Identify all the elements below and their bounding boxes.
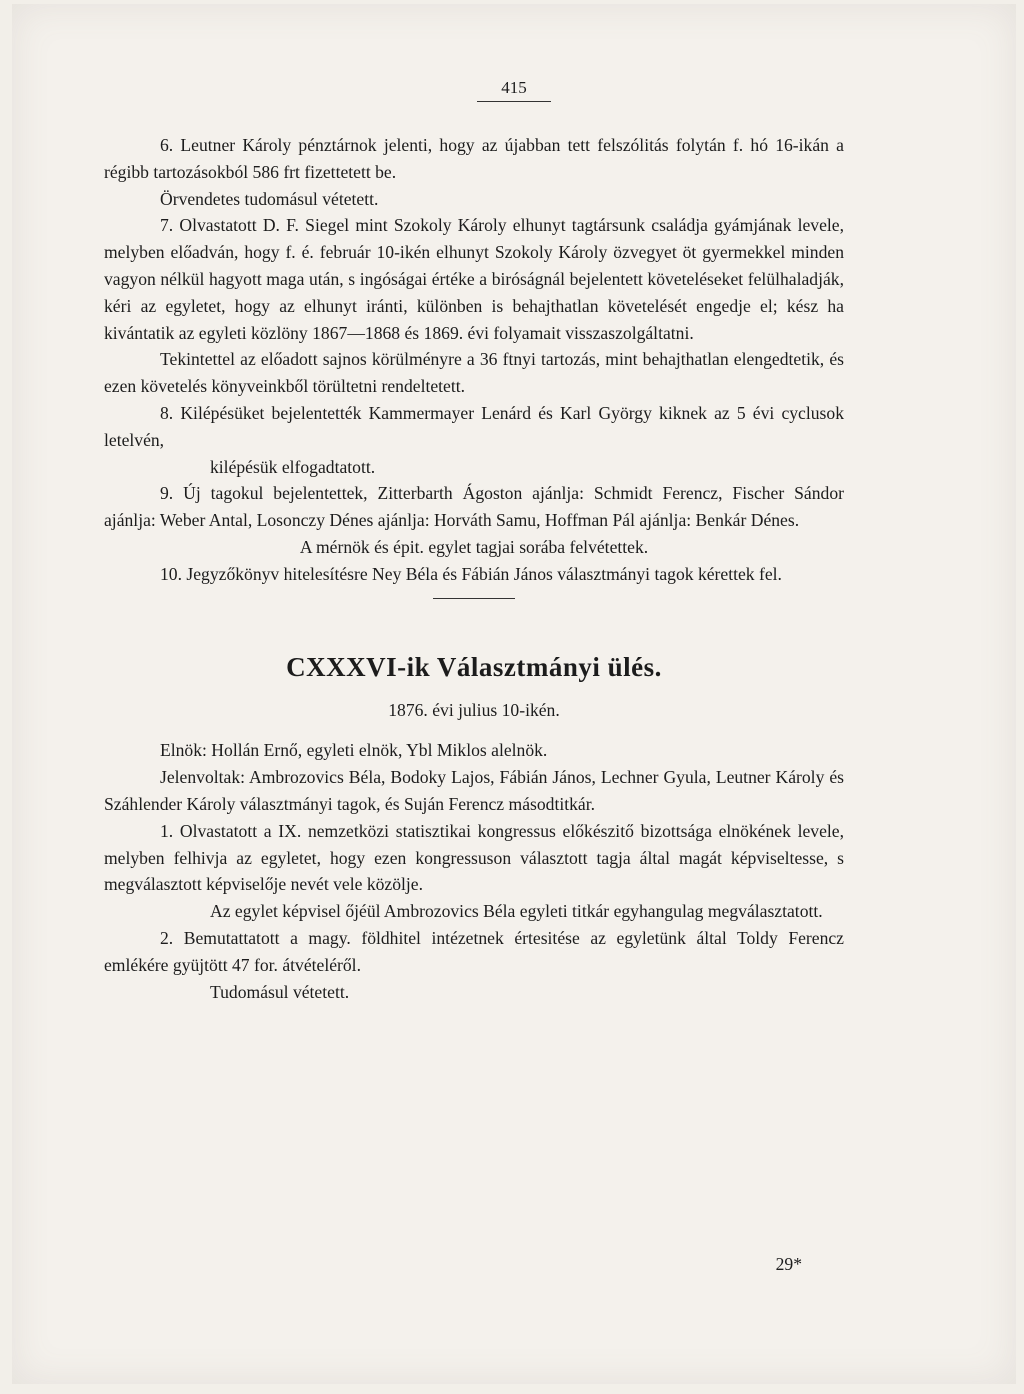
document-page	[12, 4, 1016, 1384]
paragraph-item-7: 7. Olvastatott D. F. Siegel mint Szokoly Károly elhunyt tagtársunk családja gyámjának levele, melyben előadván, hogy f. é. február 10-ikén elhunyt Szokoly Károly özvegyet öt gyermekkel minden vagyon nélkül hagyott maga után, s ingóságai értéke a biróságnál bejelentett követeléseket felülhaladják, kéri az egyletet, hogy az elhunyt iránti, különben is behajthatlan követelését engedje el; kész ha kivántatik az egyleti közlöny 1867—1868 és 1869. évi folyamait visszaszolgáltatni.	[104, 215, 844, 343]
paragraph-item-6-resolution: Örvendetes tudomásul vétetett.	[160, 188, 379, 209]
attendees-paragraph: Jelenvoltak: Ambrozovics Béla, Bodoky Lajos, Fábián János, Lechner Gyula, Leutner Károly és Száhlender Károly választmányi tagok, és Suján Ferencz másodtitkár.	[104, 767, 844, 814]
section-title: CXXXVI-ik Választmányi ülés.	[286, 651, 662, 682]
section-divider	[433, 598, 515, 599]
paragraph-item-1-resolution: Az egylet képvisel őjéül Ambrozovics Béla egyleti titkár egyhangulag megválasztatott.	[210, 901, 823, 922]
paragraph-item-6: 6. Leutner Károly pénztárnok jelenti, hogy az újabban tett felszólitás folytán f. hó 16-ikán a régibb tartozásokból 586 frt fizettetett be.	[104, 135, 844, 182]
signature-mark: 29*	[775, 1254, 802, 1274]
paragraph-item-1: 1. Olvastatott a IX. nemzetközi statisztikai kongressus előkészitő bizottsága elnökének levele, melyben felhivja az egyletet, hogy ezen kongressuson választott tagja által magát képviseltesse, s megválasztott képviselője nevét vele közölje.	[104, 820, 844, 895]
chairman-line: Elnök: Hollán Ernő, egyleti elnök, Ybl Miklos alelnök.	[160, 740, 548, 761]
paragraph-item-9-resolution: A mérnök és épit. egylet tagjai sorába felvétettek.	[299, 536, 649, 557]
section-date: 1876. évi julius 10-ikén.	[388, 699, 560, 720]
paragraph-item-9: 9. Új tagokul bejelentettek, Zitterbarth Ágoston ajánlja: Schmidt Ferencz, Fischer Sándor ajánlja: Weber Antal, Losonczy Dénes ajánlja: Horváth Samu, Hoffman Pál ajánlja: Benkár Dénes.	[104, 483, 844, 531]
paragraph-item-2-resolution: Tudomásul vétetett.	[210, 981, 350, 1002]
page-body	[104, 132, 844, 1005]
page-number: 415	[12, 78, 1016, 102]
paragraph-item-8-resolution: kilépésük elfogadtatott.	[210, 456, 376, 477]
paragraph-item-8: 8. Kilépésüket bejelentették Kammermayer Lenárd és Karl György kiknek az 5 évi cyclusok letelvén,	[104, 402, 844, 450]
paragraph-item-7-resolution: Tekintettel az előadott sajnos körülményre a 36 ftnyi tartozás, mint behajthatlan elengedtetik, és ezen követelés könyveinkből törültetni rendeltetett.	[104, 349, 844, 397]
paragraph-item-2: 2. Bemutattatott a magy. földhitel intézetnek értesitése az egyletünk által Toldy Ferencz emlékére gyüjtött 47 for. átvételéről.	[104, 927, 844, 975]
paragraph-item-10: 10. Jegyzőkönyv hitelesítésre Ney Béla és Fábián János választmányi tagok kérettek fel.	[160, 563, 782, 584]
